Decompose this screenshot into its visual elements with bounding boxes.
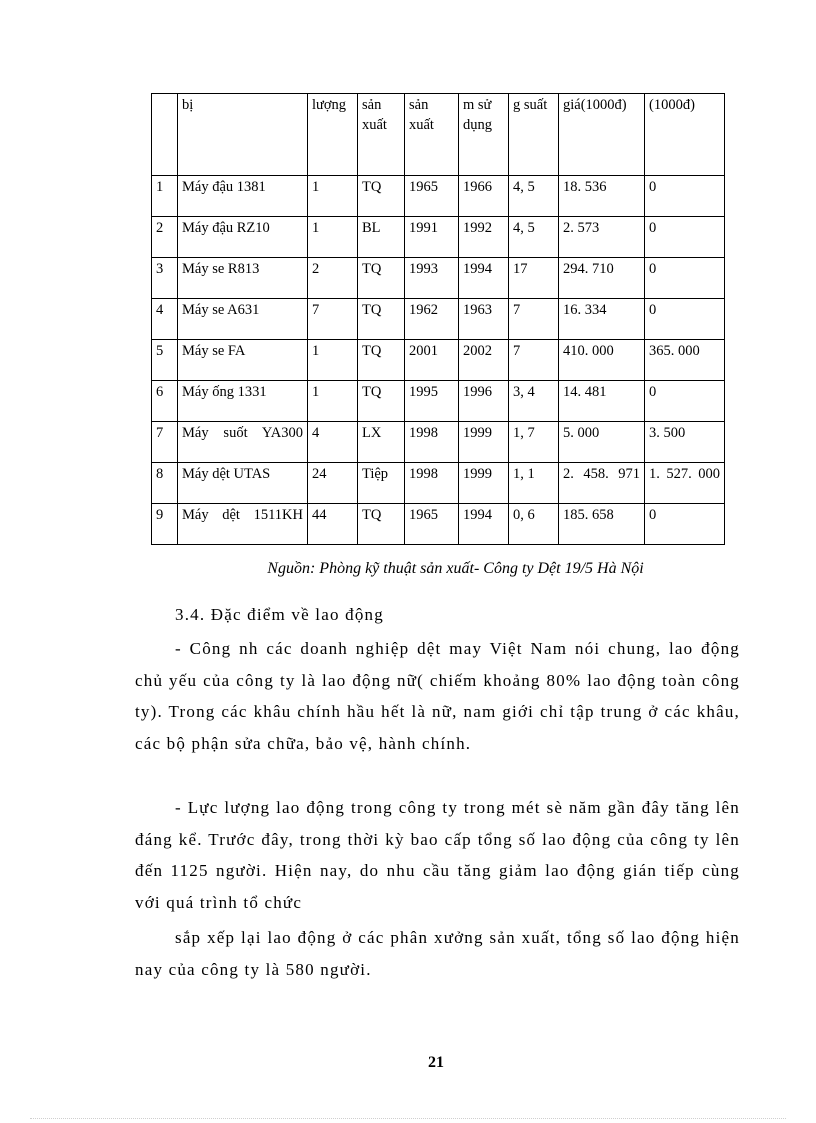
table-cell: 1991 [405,217,459,258]
table-cell: 2001 [405,340,459,381]
table-cell: 4 [152,299,178,340]
table-cell: Máy đậu 1381 [178,176,308,217]
table-row [152,422,725,463]
table-cell: 1. 527. 000 [645,463,725,504]
table-cell: 2. 573 [559,217,645,258]
section-heading: 3.4. Đặc điểm về lao động [175,605,384,624]
table-cell: 294. 710 [559,258,645,299]
table-cell: 410. 000 [559,340,645,381]
table-cell: 1995 [405,381,459,422]
header-cell: lượng [308,94,358,176]
table-row [152,299,725,340]
table-cell: 5 [152,340,178,381]
table-cell: Máy se A631 [178,299,308,340]
paragraph [135,792,740,918]
header-cell: g suất [509,94,559,176]
header-cell: giá(1000đ) [559,94,645,176]
header-cell: sản xuất [405,94,459,176]
table-cell: 4, 5 [509,217,559,258]
table-cell: 1996 [459,381,509,422]
table-cell: Máy suốt YA300 [178,422,308,463]
table-row [152,504,725,545]
table-cell: 1 [308,176,358,217]
table-cell: 0, 6 [509,504,559,545]
table-cell: 1994 [459,258,509,299]
paragraph [135,633,740,759]
table-cell: 1993 [405,258,459,299]
page-bottom-divider [30,1118,786,1119]
table-cell: Máy se R813 [178,258,308,299]
table-row [152,258,725,299]
table-cell: 2 [152,217,178,258]
table-cell: 1992 [459,217,509,258]
table-cell: TQ [358,504,405,545]
table-cell: TQ [358,258,405,299]
table-cell: 1963 [459,299,509,340]
table-cell: 1999 [459,463,509,504]
table-cell: 6 [152,381,178,422]
table-cell: 17 [509,258,559,299]
table-cell: 0 [645,381,725,422]
table-cell: 0 [645,299,725,340]
table-cell: 1 [308,381,358,422]
paragraph-text: sắp xếp lại lao động ở các phân xưởng sản xuất, tổng số lao động hiện nay của công ty là 580 người. [135,928,740,979]
table-cell: TQ [358,299,405,340]
table-cell: 7 [152,422,178,463]
table-cell: 3, 4 [509,381,559,422]
table-cell: 3. 500 [645,422,725,463]
table-cell: 1 [308,340,358,381]
table-cell: 18. 536 [559,176,645,217]
table-cell: 0 [645,258,725,299]
table-cell: Tiệp [358,463,405,504]
table-cell: Máy se FA [178,340,308,381]
table-cell: 1962 [405,299,459,340]
header-cell: bị [178,94,308,176]
table-cell: BL [358,217,405,258]
table-row [152,381,725,422]
table-cell: 0 [645,504,725,545]
table-cell: 7 [308,299,358,340]
table-cell: 16. 334 [559,299,645,340]
table-cell: 1965 [405,176,459,217]
table-row [152,217,725,258]
table-row [152,463,725,504]
table-cell: 5. 000 [559,422,645,463]
table-cell: 1 [152,176,178,217]
table-cell: 1998 [405,422,459,463]
table-cell: 2 [308,258,358,299]
table-cell: TQ [358,176,405,217]
paragraph-text: - Lực lượng lao động trong công ty trong mét sè năm gần đây tăng lên đáng kể. Trước đây, trong thời kỳ bao cấp tổng số lao động của công ty lên đến 1125 người. Hiện nay, do nhu cầu tăng giảm lao động gián tiếp cùng với quá trình tổ chức [135,798,740,912]
table-cell: 1, 1 [509,463,559,504]
table-cell: 14. 481 [559,381,645,422]
table-cell: 1 [308,217,358,258]
table-cell: 9 [152,504,178,545]
table-row [152,340,725,381]
table-cell: 1998 [405,463,459,504]
header-cell: m sử dụng [459,94,509,176]
table-cell: Máy dệt UTAS [178,463,308,504]
table-cell: 1966 [459,176,509,217]
table-cell: Máy dệt 1511KH [178,504,308,545]
paragraph-text: - Công nh các doanh nghiệp dệt may Việt Nam nói chung, lao động chủ yếu của công ty là lao động nữ( chiếm khoảng 80% lao động toàn công ty). Trong các khâu chính hầu hết là nữ, nam giới chỉ tập trung ở các khâu, các bộ phận sửa chữa, bảo vệ, hành chính. [135,639,740,753]
page-number: 21 [428,1054,444,1071]
table-cell: TQ [358,340,405,381]
table-cell: 1994 [459,504,509,545]
table-row [152,176,725,217]
table-cell: 8 [152,463,178,504]
table-source-caption: Nguồn: Phòng kỹ thuật sản xuất- Công ty Dệt 19/5 Hà Nội [267,560,644,577]
table-cell: 1999 [459,422,509,463]
header-cell: (1000đ) [645,94,725,176]
table-cell: 1, 7 [509,422,559,463]
table-cell: 24 [308,463,358,504]
header-cell [152,94,178,176]
table-cell: 3 [152,258,178,299]
table-cell: 365. 000 [645,340,725,381]
table-cell: 7 [509,340,559,381]
table-cell: Máy ống 1331 [178,381,308,422]
equipment-table [151,93,725,545]
table-cell: LX [358,422,405,463]
paragraph [135,922,740,985]
table-cell: 44 [308,504,358,545]
table-cell: 2. 458. 971 [559,463,645,504]
table-cell: 4 [308,422,358,463]
table-cell: 2002 [459,340,509,381]
table-cell: 0 [645,176,725,217]
table-cell: 1965 [405,504,459,545]
table-cell: TQ [358,381,405,422]
table-header-row [152,94,725,176]
table-cell: 0 [645,217,725,258]
header-cell: sản xuất [358,94,405,176]
table-cell: Máy đậu RZ10 [178,217,308,258]
table-cell: 185. 658 [559,504,645,545]
table-cell: 4, 5 [509,176,559,217]
table-cell: 7 [509,299,559,340]
